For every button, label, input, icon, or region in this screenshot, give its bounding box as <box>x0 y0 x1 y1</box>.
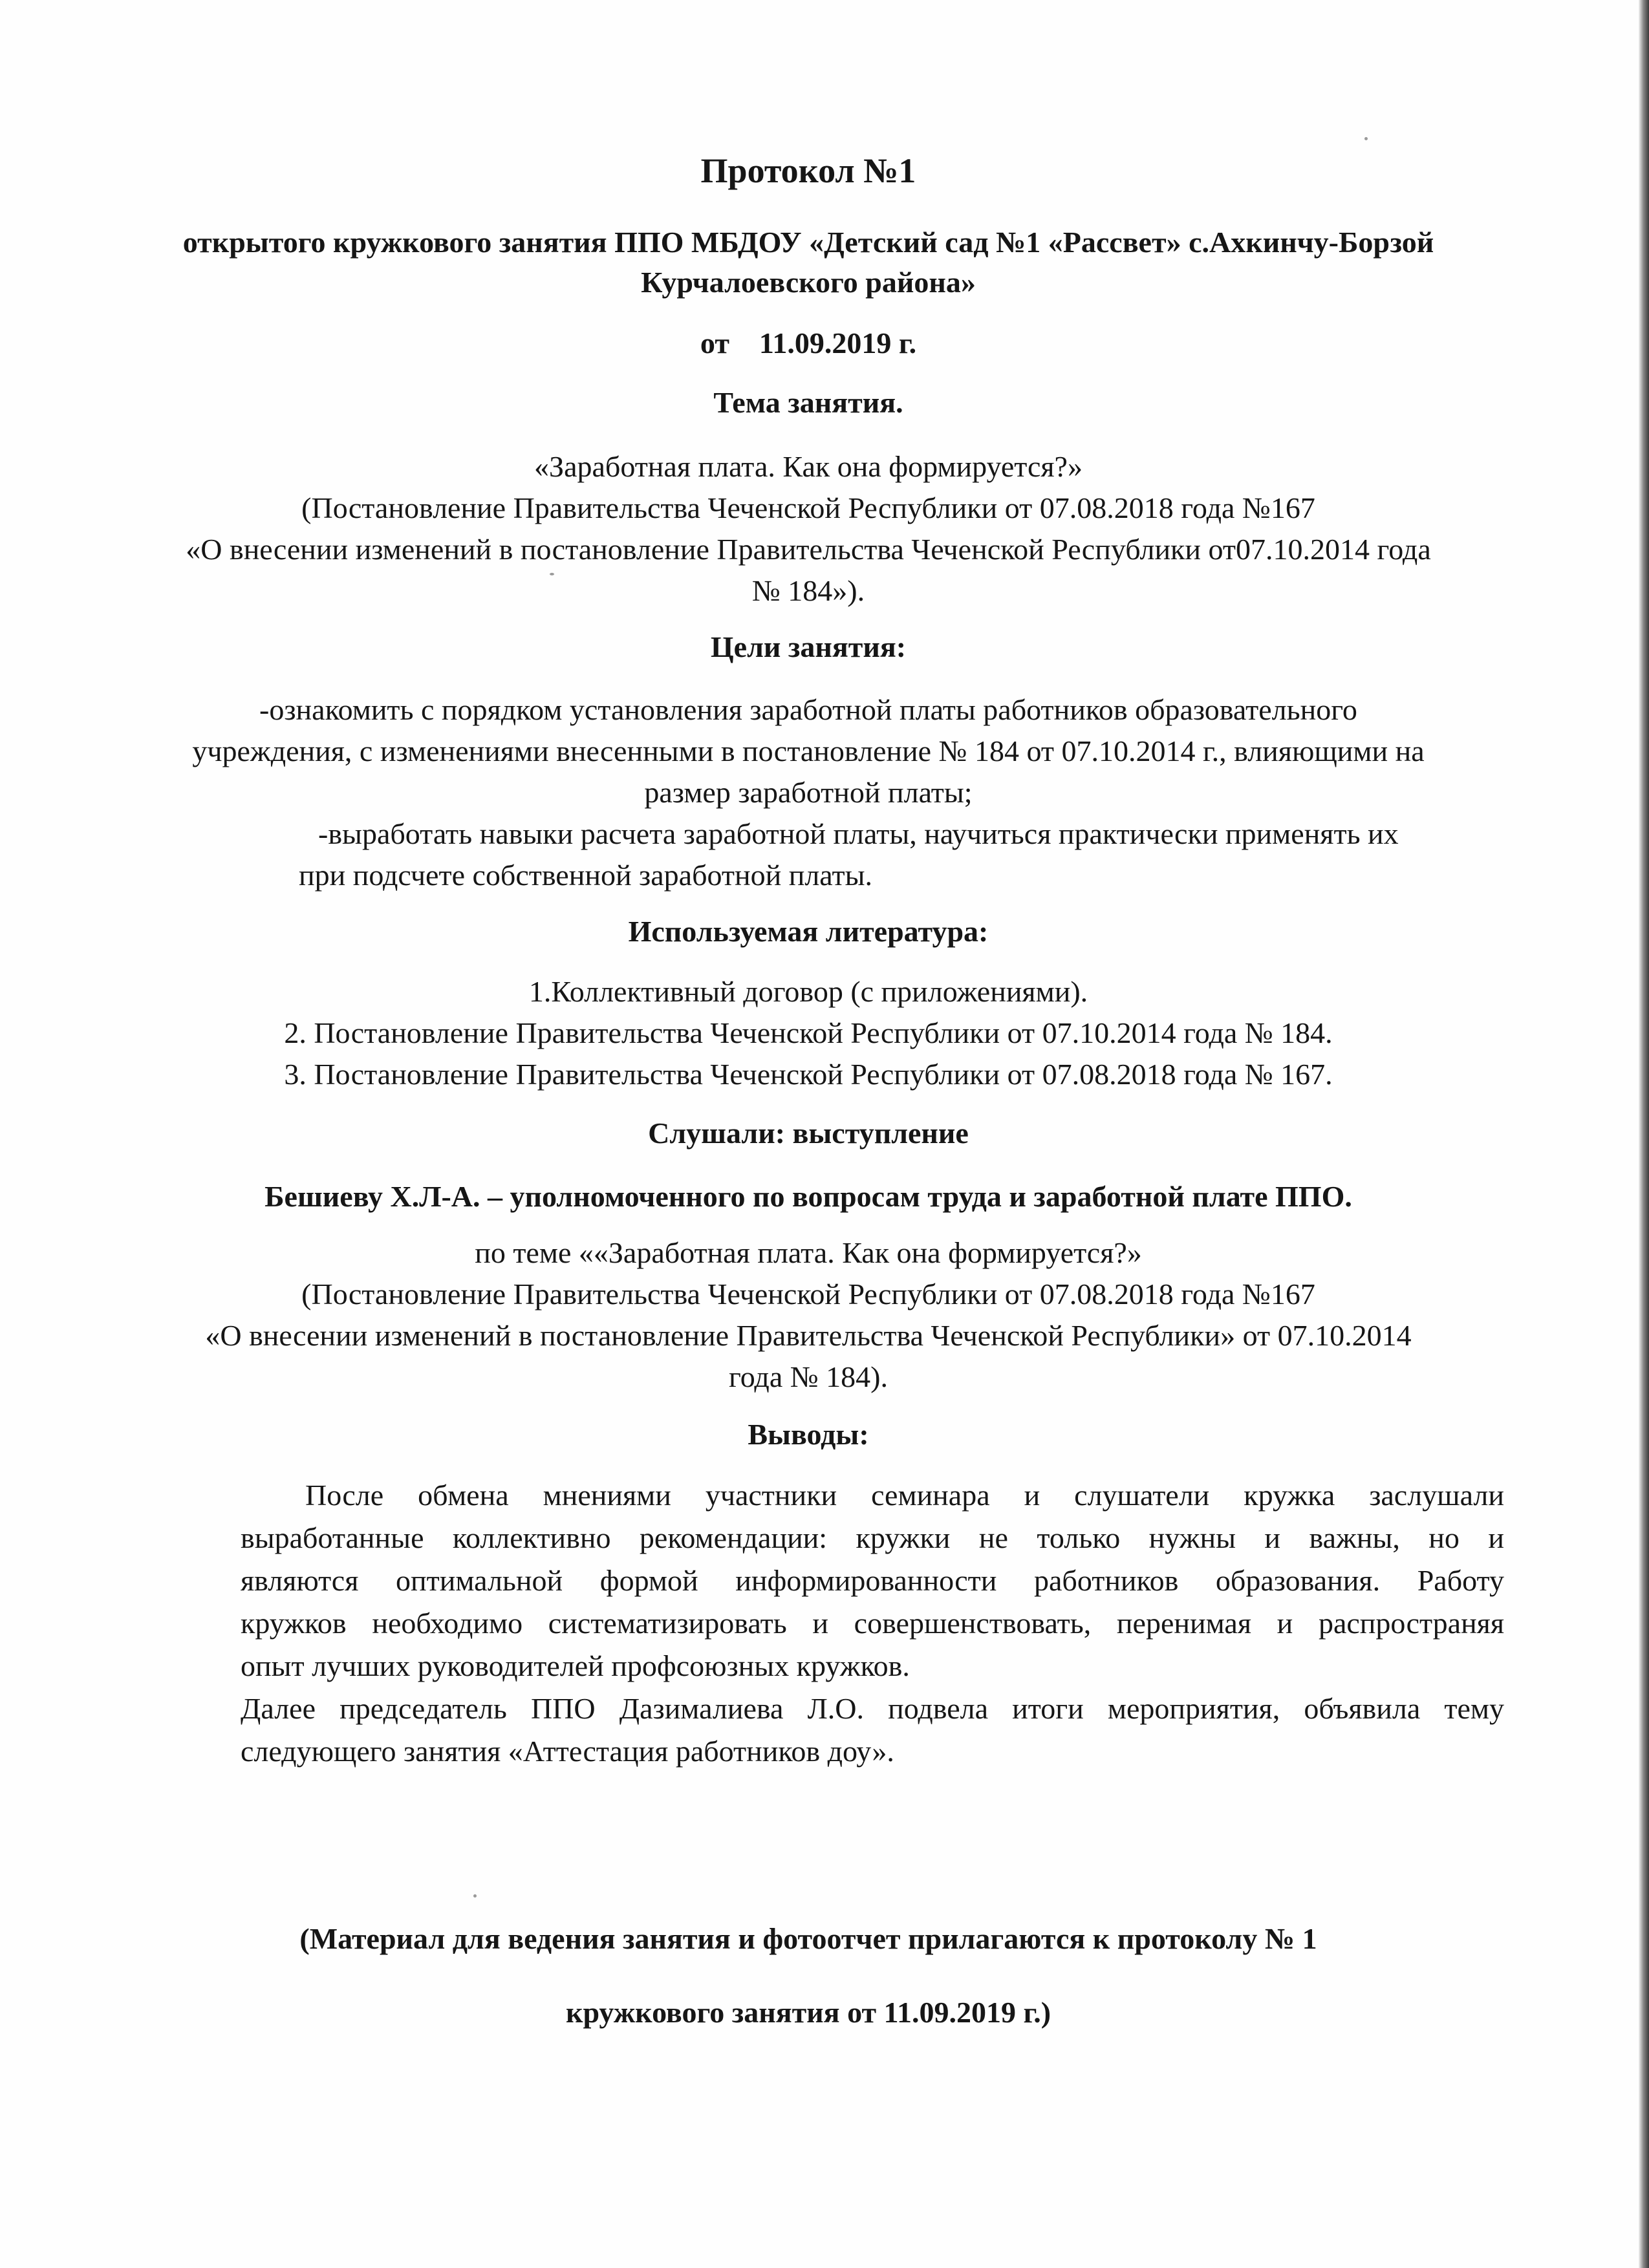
heard-line: по теме ««Заработная плата. Как она формируется?» <box>475 1236 1142 1269</box>
scan-edge <box>1639 0 1649 2268</box>
goal-line: -ознакомить с порядком установления заработной платы работников образовательного <box>259 693 1357 726</box>
literature-list <box>103 971 1513 1095</box>
heard-line: (Постановление Правительства Чеченской Республики от 07.08.2018 года №167 <box>301 1278 1315 1311</box>
topic-line: «О внесении изменений в постановление Правительства Чеченской Республики от07.10.2014 года <box>186 533 1431 566</box>
goals-text <box>103 689 1513 813</box>
literature-item: 3. Постановление Правительства Чеченской Республики от 07.08.2018 года № 167. <box>284 1058 1333 1091</box>
attachment-note <box>103 1919 1513 1959</box>
literature-heading-text: Используемая литература: <box>628 915 989 948</box>
subtitle-line: Курчалоевского района» <box>641 266 976 299</box>
topic-heading <box>103 383 1513 423</box>
conclusions-line: опыт лучших руководителей профсоюзных кружков. <box>241 1649 910 1682</box>
goal-line: при подсчете собственной заработной платы. <box>299 859 873 892</box>
goals-text-second <box>318 813 1508 855</box>
topic-text <box>103 446 1513 612</box>
scan-speck <box>473 1894 477 1898</box>
literature-item: 1.Коллективный договор (с приложениями). <box>528 975 1088 1008</box>
goals-text-second-cont <box>299 855 1489 896</box>
conclusions-line: Далее председатель ППО Дазималиева Л.О. подвела итоги мероприятия, объявила тему <box>241 1692 1504 1725</box>
topic-line: «Заработная плата. Как она формируется?» <box>534 450 1083 483</box>
goal-line: размер заработной платы; <box>644 776 973 809</box>
conclusions-line: кружков необходимо систематизировать и совершенствовать, перенимая и распространяя <box>241 1607 1504 1640</box>
goal-line: учреждения, с изменениями внесенными в постановление № 184 от 07.10.2014 г., влияющими на <box>192 734 1425 767</box>
topic-heading-text: Тема занятия. <box>713 386 903 419</box>
subtitle-line: открытого кружкового занятия ППО МБДОУ «Детский сад №1 «Рассвет» с.Ахкинчу-Борзой <box>182 226 1434 259</box>
document-title <box>103 150 1513 191</box>
heard-line: «О внесении изменений в постановление Правительства Чеченской Республики» от 07.10.2014 <box>205 1319 1412 1352</box>
topic-line: № 184»). <box>751 574 865 607</box>
heard-line: года № 184). <box>729 1360 888 1393</box>
literature-item: 2. Постановление Правительства Чеченской Республики от 07.10.2014 года № 184. <box>284 1016 1333 1049</box>
topic-line: (Постановление Правительства Чеченской Республики от 07.08.2018 года №167 <box>301 491 1315 524</box>
conclusions-line: следующего занятия «Аттестация работников доу». <box>241 1735 894 1768</box>
literature-heading <box>103 912 1513 952</box>
conclusions-heading-text: Выводы: <box>748 1418 869 1451</box>
attachment-note-line: (Материал для ведения занятия и фотоотчет прилагаются к протоколу № 1 <box>299 1922 1317 1955</box>
speaker-line <box>103 1177 1513 1217</box>
scan-speck <box>1364 137 1368 140</box>
goals-heading <box>103 627 1513 667</box>
conclusions-text <box>241 1474 1504 1773</box>
document-date <box>103 323 1513 363</box>
conclusions-line: выработанные коллективно рекомендации: кружки не только нужны и важны, но и <box>241 1521 1504 1554</box>
goal-line: -выработать навыки расчета заработной платы, научиться практически применять их <box>318 817 1399 850</box>
attachment-note-line: кружкового занятия от 11.09.2019 г.) <box>565 1996 1051 2029</box>
title-text: Протокол №1 <box>700 151 916 190</box>
goals-heading-text: Цели занятия: <box>710 630 907 663</box>
conclusions-heading <box>103 1415 1513 1455</box>
heard-text <box>103 1232 1513 1398</box>
date-text: от 11.09.2019 г. <box>700 326 917 359</box>
heard-heading-text: Слушали: выступление <box>648 1117 969 1150</box>
heard-heading <box>103 1113 1513 1153</box>
document-subtitle <box>103 222 1513 303</box>
attachment-note-cont <box>103 1993 1513 2033</box>
conclusions-line: После обмена мнениями участники семинара и слушатели кружка заслушали <box>305 1479 1504 1512</box>
speaker-text: Бешиеву Х.Л-А. – уполномоченного по вопросам труда и заработной плате ППО. <box>264 1180 1352 1213</box>
conclusions-line: являются оптимальной формой информированности работников образования. Работу <box>241 1564 1504 1597</box>
